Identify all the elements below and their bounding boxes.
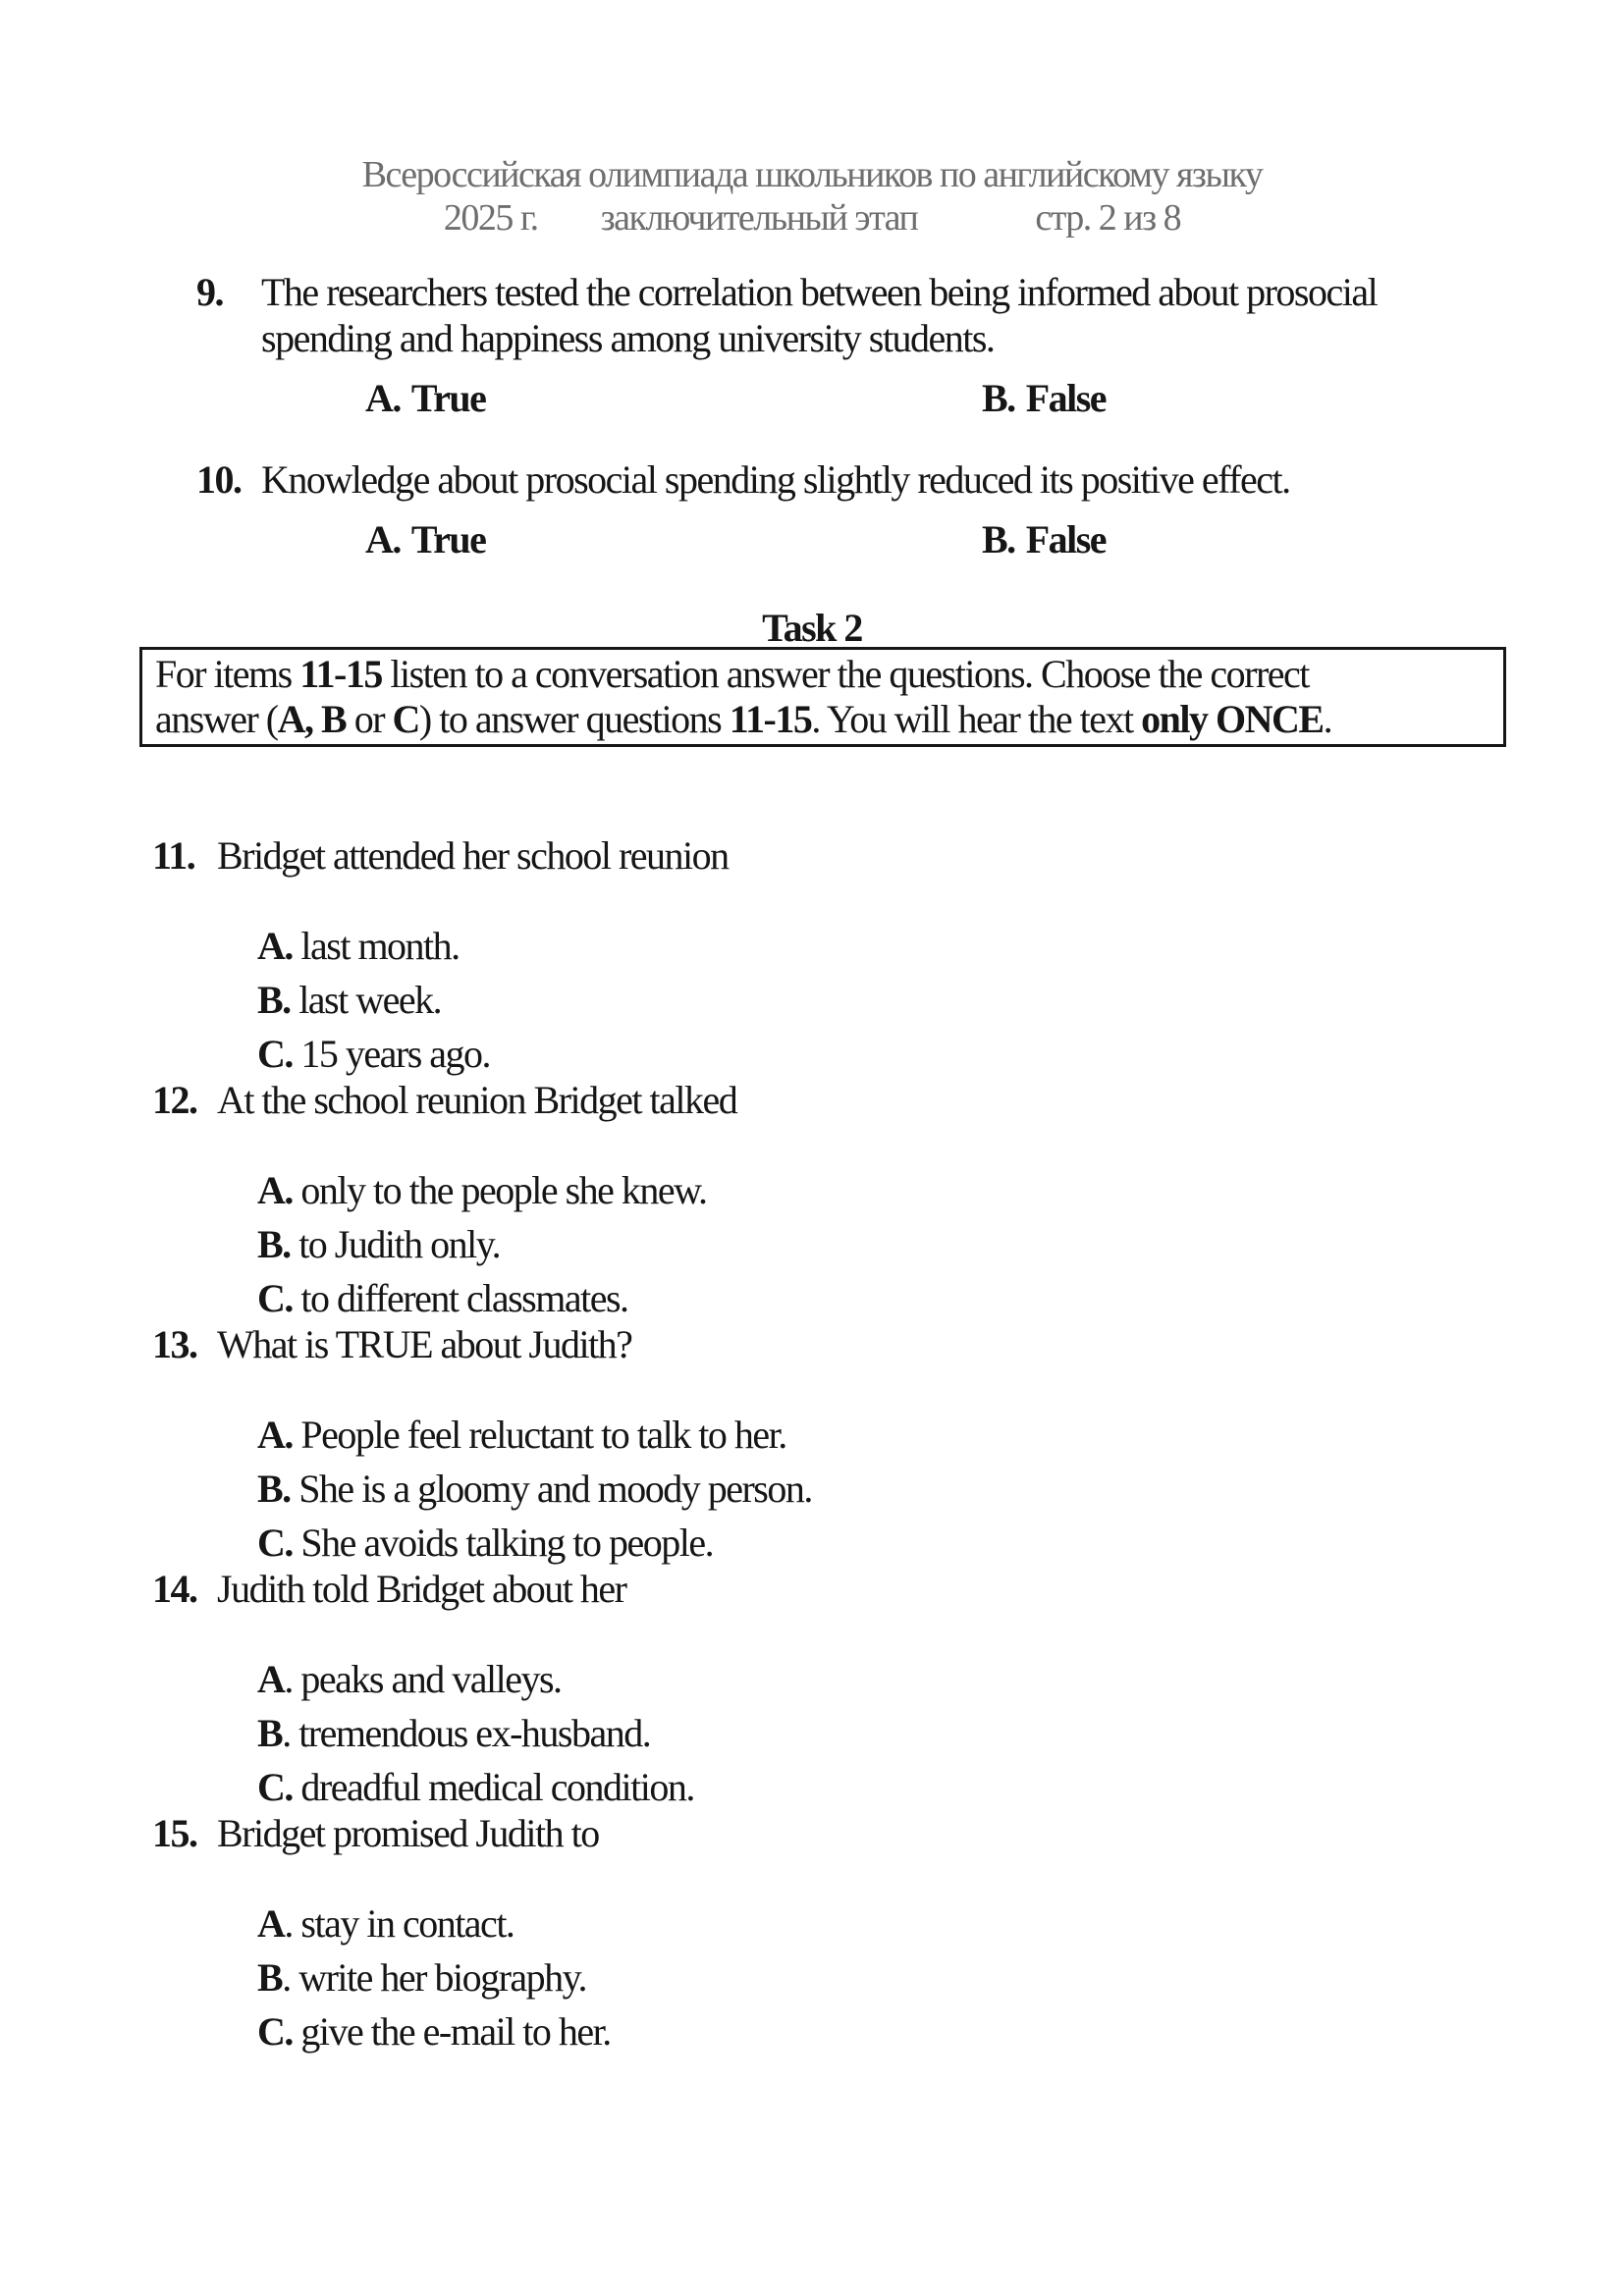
mc-options [257, 1652, 1624, 1814]
mc-option [257, 1163, 1624, 1217]
mc-option [257, 1760, 1624, 1814]
mc-question [0, 1322, 1624, 1570]
header-meta-row [0, 198, 1624, 238]
question-text-line: Knowledge about prosocial spending slightly reduced its positive effect. [261, 457, 1290, 502]
instructions-line [155, 652, 1490, 697]
question-row [0, 833, 1624, 878]
option-text: She is a gloomy and moody person. [298, 1467, 812, 1511]
mc-option [257, 1706, 1624, 1760]
option-letter: A [257, 1657, 285, 1701]
instructions-segment: . You will hear the text [811, 697, 1142, 741]
question-number: 15. [152, 1811, 197, 1855]
tf-options-row [196, 375, 1624, 421]
instructions-line [155, 697, 1490, 742]
instructions-segment: or [346, 697, 393, 741]
option-separator: . [284, 1657, 301, 1701]
mc-question [0, 1567, 1624, 1814]
tf-question [0, 269, 1624, 421]
instructions-segment: ) to answer questions [418, 697, 730, 741]
question-title: What is TRUE about Judith? [217, 1322, 632, 1366]
question-number: 12. [152, 1078, 197, 1122]
instructions-segment: 11-15 [299, 652, 382, 696]
option-letter: A. [365, 376, 401, 420]
mc-question [0, 833, 1624, 1081]
option-letter: B [257, 1711, 283, 1755]
instructions-segment: 11-15 [729, 697, 812, 741]
question-row [0, 1322, 1624, 1366]
mc-option [257, 1652, 1624, 1706]
option-separator: . [282, 1955, 299, 2000]
option-letter: C. [257, 1765, 293, 1809]
question-title: Bridget attended her school reunion [217, 833, 729, 878]
question-text-line: spending and happiness among university students. [261, 316, 995, 360]
option-label: False [1025, 517, 1107, 561]
option-label: True [410, 517, 486, 561]
option-text: dreadful medical condition. [300, 1765, 694, 1809]
option-letter: B [257, 1955, 283, 2000]
question-row [196, 456, 1624, 503]
question-text [261, 456, 1290, 503]
mc-option [257, 1027, 1624, 1081]
tf-option [982, 516, 1106, 562]
question-row [0, 1567, 1624, 1611]
option-label: True [410, 376, 486, 420]
option-text: give the e-mail to her. [300, 2009, 611, 2054]
task2-instructions-box [139, 647, 1506, 747]
option-letter: C. [257, 1032, 293, 1076]
tf-option [365, 516, 982, 562]
option-letter: B. [257, 978, 291, 1022]
header-page-number: стр. 2 из 8 [1035, 197, 1181, 239]
question-row [0, 1811, 1624, 1855]
tf-option [365, 375, 982, 421]
instructions-segment: listen to a conversation answer the questions. Choose the correct [381, 652, 1309, 696]
mc-option [257, 1516, 1624, 1570]
instructions-segment: answer ( [155, 697, 278, 741]
question-title: Bridget promised Judith to [217, 1811, 599, 1855]
true-false-section [0, 269, 1624, 562]
option-text: tremendous ex-husband. [298, 1711, 651, 1755]
mc-option [257, 919, 1624, 973]
option-letter: A. [365, 517, 401, 561]
option-text: last month. [300, 924, 460, 968]
mc-option [257, 1896, 1624, 1950]
page-header [0, 153, 1624, 238]
instructions-segment: . [1323, 697, 1332, 741]
task2-heading: Task 2 [762, 606, 862, 650]
question-row [0, 1078, 1624, 1122]
mc-option [257, 1462, 1624, 1516]
option-letter: A [257, 1901, 285, 1946]
mc-options [257, 1408, 1624, 1570]
option-text: She avoids talking to people. [300, 1521, 714, 1565]
option-letter: A. [257, 1168, 293, 1212]
option-letter: A. [257, 924, 293, 968]
option-letter: C. [257, 1521, 293, 1565]
option-text: People feel reluctant to talk to her. [300, 1413, 786, 1457]
option-letter: B. [982, 517, 1015, 561]
option-letter: B. [257, 1467, 291, 1511]
mc-option [257, 1217, 1624, 1271]
header-olympiad-title: Всероссийская олимпиада школьников по английскому языку [361, 154, 1263, 195]
mc-question [0, 1078, 1624, 1325]
header-stage: заключительный этап [600, 197, 918, 239]
multiple-choice-section [0, 833, 1624, 2058]
mc-option [257, 2004, 1624, 2058]
option-letter: C. [257, 1276, 293, 1320]
mc-options [257, 919, 1624, 1081]
option-text: last week. [298, 978, 442, 1022]
option-text: 15 years ago. [300, 1032, 491, 1076]
tf-question [0, 456, 1624, 562]
option-letter: A. [257, 1413, 293, 1457]
option-separator [291, 1467, 299, 1511]
option-text: peaks and valleys. [300, 1657, 562, 1701]
option-text: only to the people she knew. [300, 1168, 707, 1212]
option-text: to Judith only. [298, 1222, 501, 1266]
question-number: 11. [152, 833, 195, 878]
option-text: stay in contact. [300, 1901, 514, 1946]
option-letter: B. [982, 376, 1015, 420]
mc-option [257, 1408, 1624, 1462]
question-number: 13. [152, 1322, 197, 1366]
question-row [196, 269, 1624, 361]
instructions-segment: For items [155, 652, 300, 696]
question-title: At the school reunion Bridget talked [217, 1078, 737, 1122]
option-letter: B. [257, 1222, 291, 1266]
mc-question [0, 1811, 1624, 2058]
question-number: 14. [152, 1567, 197, 1611]
option-separator: . [284, 1901, 301, 1946]
option-separator: . [282, 1711, 299, 1755]
question-number: 10. [196, 457, 242, 502]
mc-options [257, 1163, 1624, 1325]
instructions-segment: only ONCE [1141, 697, 1324, 741]
header-year: 2025 г. [443, 197, 538, 239]
instructions-segment: C [392, 697, 419, 741]
option-label: False [1025, 376, 1107, 420]
option-text: write her biography. [298, 1955, 587, 2000]
question-title: Judith told Bridget about her [217, 1567, 626, 1611]
question-number: 9. [196, 270, 223, 314]
option-letter: C. [257, 2009, 293, 2054]
tf-options-row [196, 516, 1624, 562]
question-text [261, 269, 1377, 361]
tf-option [982, 375, 1106, 421]
instructions-segment: A, B [277, 697, 347, 741]
mc-option [257, 1271, 1624, 1325]
mc-option [257, 973, 1624, 1027]
mc-option [257, 1950, 1624, 2004]
option-text: to different classmates. [300, 1276, 628, 1320]
question-text-line: The researchers tested the correlation between being informed about prosocial [261, 270, 1378, 314]
option-separator [291, 978, 299, 1022]
option-separator [291, 1222, 299, 1266]
mc-options [257, 1896, 1624, 2058]
